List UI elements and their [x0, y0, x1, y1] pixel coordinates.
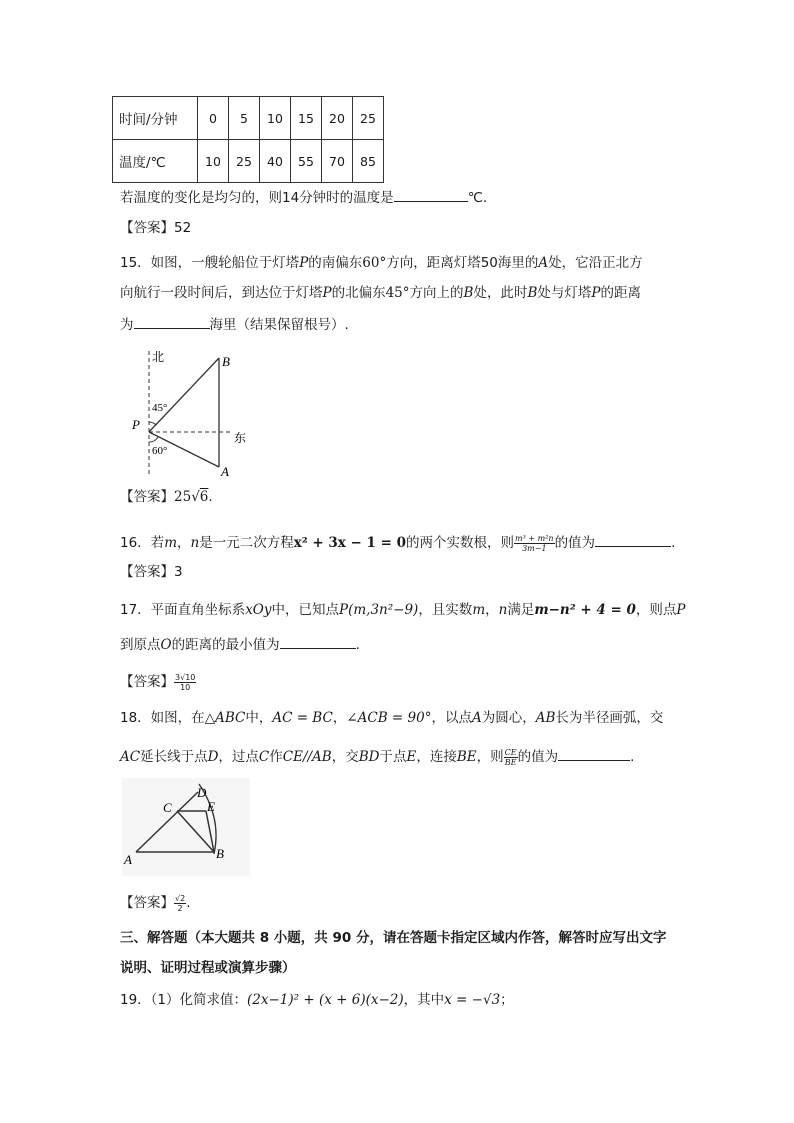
- table-cell: 20: [322, 97, 353, 140]
- point-C-label: C: [163, 800, 172, 815]
- q14-answer: 【答案】52: [120, 220, 192, 236]
- table-cell: 5: [229, 97, 260, 140]
- east-label: 东: [234, 431, 247, 445]
- q18-line1: 18．如图，在△ABC中，AC = BC，∠ACB = 90°，以点A为圆心，AB长为半径画弧，交: [120, 710, 664, 726]
- q18-answer-fraction: $\frac{√2}{2}$: [175, 893, 186, 913]
- sqrt-icon: √: [191, 489, 200, 505]
- q15-line1: 15．如图，一艘轮船位于灯塔P的南偏东60°方向，距离灯塔50海里的A处，它沿正北方: [120, 255, 643, 271]
- angle-60-label: 60°: [152, 445, 168, 457]
- q15-line3: 为 海里（结果保留根号）.: [120, 314, 349, 335]
- q15-line2: 向航行一段时间后，到达位于灯塔P的北偏东45°方向上的B处，此时B处与灯塔P的距离: [120, 285, 641, 301]
- q17-line2: 到原点O的距离的最小值为 .: [120, 634, 360, 655]
- q16-text: 16．若m，n是一元二次方程x² + 3x − 1 = 0的两个实数根，则 $\frac{\text{m³ + m²n}}{3m-1}$ 的值为 .: [120, 533, 676, 553]
- table-cell: 85: [353, 140, 384, 183]
- point-A-label: A: [124, 852, 132, 867]
- angle-45-label: 45°: [152, 402, 168, 414]
- point-P-label: P: [132, 417, 140, 432]
- point-B-label: B: [216, 846, 224, 861]
- q17-answer: 【答案】 $\frac{3√10}{10}$: [120, 672, 196, 692]
- table-cell: 25: [229, 140, 260, 183]
- q18-fraction: $\frac{CE}{BE}$: [504, 747, 517, 767]
- table-row: [113, 97, 384, 140]
- table-header-temperature: 温度/℃: [113, 140, 198, 183]
- time-temperature-table: [112, 96, 384, 183]
- north-label: 北: [152, 350, 165, 364]
- point-E-label: E: [207, 799, 215, 814]
- point-A-label: A: [221, 464, 229, 479]
- angle-arc-60: [149, 437, 158, 442]
- table-cell: 40: [260, 140, 291, 183]
- table-cell: 10: [260, 97, 291, 140]
- geometry-figure: [122, 778, 250, 876]
- answer-blank: [558, 746, 630, 761]
- q18-line2: AC延长线于点D，过点C作CE//AB，交BD于点E，连接BE，则 $\frac{CE}{BE}$ 的值为 .: [120, 747, 635, 767]
- table-row: [113, 140, 384, 183]
- q15-answer: 【答案】25√6.: [120, 489, 213, 505]
- figure-background: [122, 778, 250, 876]
- point-D-label: D: [197, 785, 207, 800]
- point-B-label: B: [222, 354, 230, 369]
- table-cell: 25: [353, 97, 384, 140]
- table-cell: 15: [291, 97, 322, 140]
- table-cell: 70: [322, 140, 353, 183]
- table-cell: 10: [198, 140, 229, 183]
- angle-arc-45: [149, 422, 156, 425]
- answer-blank: [134, 314, 210, 329]
- q17-line1: 17．平面直角坐标系xOy中，已知点P(m,3n²−9)，且实数m，n满足m−n² + 4 = 0，则点P: [120, 602, 686, 618]
- q17-answer-fraction: $\frac{3√10}{10}$: [175, 672, 196, 692]
- table-header-time: 时间/分钟: [113, 97, 198, 140]
- section-title: 三、解答题（本大题共 8 小题，共 90 分，请在答题卡指定区域内作答，解答时应写出文字: [120, 930, 667, 946]
- answer-blank: [280, 634, 356, 649]
- lighthouse-figure: [130, 346, 260, 481]
- table-cell: 55: [291, 140, 322, 183]
- q14-text: 若温度的变化是均匀的，则14分钟时的温度是 ℃.: [120, 187, 487, 208]
- q19-text: 19．（1）化简求值：(2x−1)² + (x + 6)(x−2)，其中x = −√3；: [120, 992, 514, 1008]
- table-cell: 0: [198, 97, 229, 140]
- q16-answer: 【答案】3: [120, 564, 183, 580]
- answer-blank: [595, 532, 671, 547]
- section-title-cont: 说明、证明过程或演算步骤）: [120, 960, 296, 976]
- q18-answer: 【答案】 $\frac{√2}{2}$ .: [120, 893, 191, 913]
- segment-PB: [149, 358, 219, 432]
- answer-blank: [394, 187, 468, 202]
- q16-fraction: $\frac{\text{m³ + m²n}}{3m-1}$: [515, 533, 554, 553]
